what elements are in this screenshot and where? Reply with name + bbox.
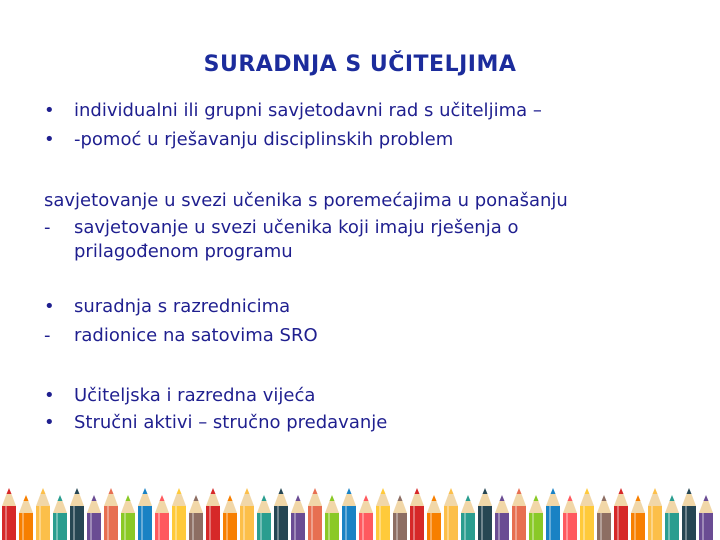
pencil-icon [240,488,254,540]
pencil-icon [512,488,526,540]
bullet-text: individualni ili grupni savjetodavni rad s učiteljima – [74,100,542,121]
pencil-icon [308,488,322,540]
pencil-icon [427,495,441,540]
pencil-icon [665,495,679,540]
bullet-line [44,412,387,434]
pencil-icon [223,495,237,540]
pencil-icon [563,495,577,540]
pencil-icon [53,495,67,540]
bullet-marker: • [44,129,55,150]
paragraph-line [44,190,568,212]
dash-marker: - [44,325,51,346]
pencil-icon [478,488,492,540]
pencil-icon [648,488,662,540]
pencil-icon [393,495,407,540]
dash-text: radionice na satovima SRO [74,325,318,346]
bullet-marker: • [44,412,55,433]
dash-marker: - [44,217,51,238]
pencil-icon [206,488,220,540]
pencil-icon [87,495,101,540]
pencil-icon [325,495,339,540]
pencil-icon [699,495,713,540]
slide-title: SURADNJA S UČITELJIMA [203,52,517,77]
bullet-line [44,100,542,122]
pencil-icon [376,488,390,540]
dash-line [44,325,318,347]
bullet-marker: • [44,296,55,317]
pencil-icon [495,495,509,540]
bullet-text: Stručni aktivi – stručno predavanje [74,412,388,433]
pencil-icon [274,488,288,540]
pencil-border [0,480,720,540]
bullet-text: suradnja s razrednicima [74,296,291,317]
pencil-icon [682,488,696,540]
pencil-icon [121,495,135,540]
pencil-icon [546,488,560,540]
pencil-icon [19,495,33,540]
bullet-line [44,385,315,407]
bullet-line [44,129,453,151]
pencil-icon [104,488,118,540]
pencil-icon [155,495,169,540]
pencil-icon [36,488,50,540]
pencil-icon [70,488,84,540]
bullet-marker: • [44,385,55,406]
bullet-marker: • [44,100,55,121]
pencil-icon [410,488,424,540]
pencil-icon [172,488,186,540]
dash-line [44,217,518,239]
pencil-icon [257,495,271,540]
pencil-icon [138,488,152,540]
pencil-icon [189,495,203,540]
pencil-icon [359,495,373,540]
pencil-icon [444,488,458,540]
pencil-icon [631,495,645,540]
bullet-text: -pomoć u rješavanju disciplinskih problem [74,129,454,150]
pencil-icon [580,488,594,540]
pencil-icon [614,488,628,540]
continuation-text: prilagođenom programu [74,241,293,262]
pencil-icon [597,495,611,540]
paragraph-text: savjetovanje u svezi učenika s poremećajima u ponašanju [44,190,568,211]
pencil-icon [342,488,356,540]
pencil-icon [2,488,16,540]
dash-text: savjetovanje u svezi učenika koji imaju rješenja o [74,217,519,238]
pencil-icon [461,495,475,540]
bullet-line [44,296,290,318]
bullet-text: Učiteljska i razredna vijeća [74,385,316,406]
pencil-icon [529,495,543,540]
continuation-line [74,241,293,263]
pencil-icon [291,495,305,540]
